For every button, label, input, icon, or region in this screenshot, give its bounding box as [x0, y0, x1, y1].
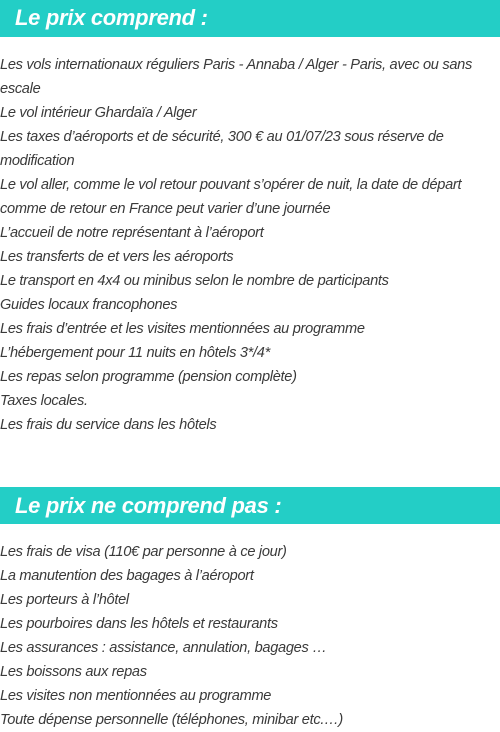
list-item: La manutention des bagages à l’aéroport [0, 568, 254, 584]
list-item: Les frais de visa (110€ par personne à ce jour) [0, 544, 287, 560]
price-includes-heading: Le prix comprend : [0, 0, 500, 37]
list-item: Les repas selon programme (pension complète) [0, 369, 297, 385]
list-item: Les vols internationaux réguliers Paris - Annaba / Alger - Paris, avec ou sans escale [0, 57, 472, 97]
list-item: Guides locaux francophones [0, 297, 178, 313]
list-item: Les pourboires dans les hôtels et restaurants [0, 616, 278, 632]
list-item: Les frais d’entrée et les visites mentionnées au programme [0, 321, 365, 337]
price-excludes-heading: Le prix ne comprend pas : [0, 487, 500, 524]
list-item: Le vol aller, comme le vol retour pouvant s’opérer de nuit, la date de départ comme de retour en France peut varier d’une journée [0, 177, 462, 217]
list-item: Les boissons aux repas [0, 664, 147, 680]
list-item: Taxes locales. [0, 393, 88, 409]
list-item: L’accueil de notre représentant à l’aéroport [0, 225, 264, 241]
list-item: L’hébergement pour 11 nuits en hôtels 3*/4* [0, 345, 270, 361]
list-item: Toute dépense personnelle (téléphones, minibar etc.…) [0, 712, 343, 728]
list-item: Les taxes d’aéroports et de sécurité, 300 € au 01/07/23 sous réserve de modification [0, 129, 444, 169]
list-item: Les transferts de et vers les aéroports [0, 249, 234, 265]
list-item: Les porteurs à l’hôtel [0, 592, 129, 608]
price-excludes-list [0, 540, 500, 732]
list-item: Les visites non mentionnées au programme [0, 688, 272, 704]
list-item: Le vol intérieur Ghardaïa / Alger [0, 105, 197, 121]
list-item: Le transport en 4x4 ou minibus selon le nombre de participants [0, 273, 389, 289]
price-includes-list [0, 53, 500, 437]
list-item: Les frais du service dans les hôtels [0, 417, 217, 433]
list-item: Les assurances : assistance, annulation, bagages … [0, 640, 327, 656]
